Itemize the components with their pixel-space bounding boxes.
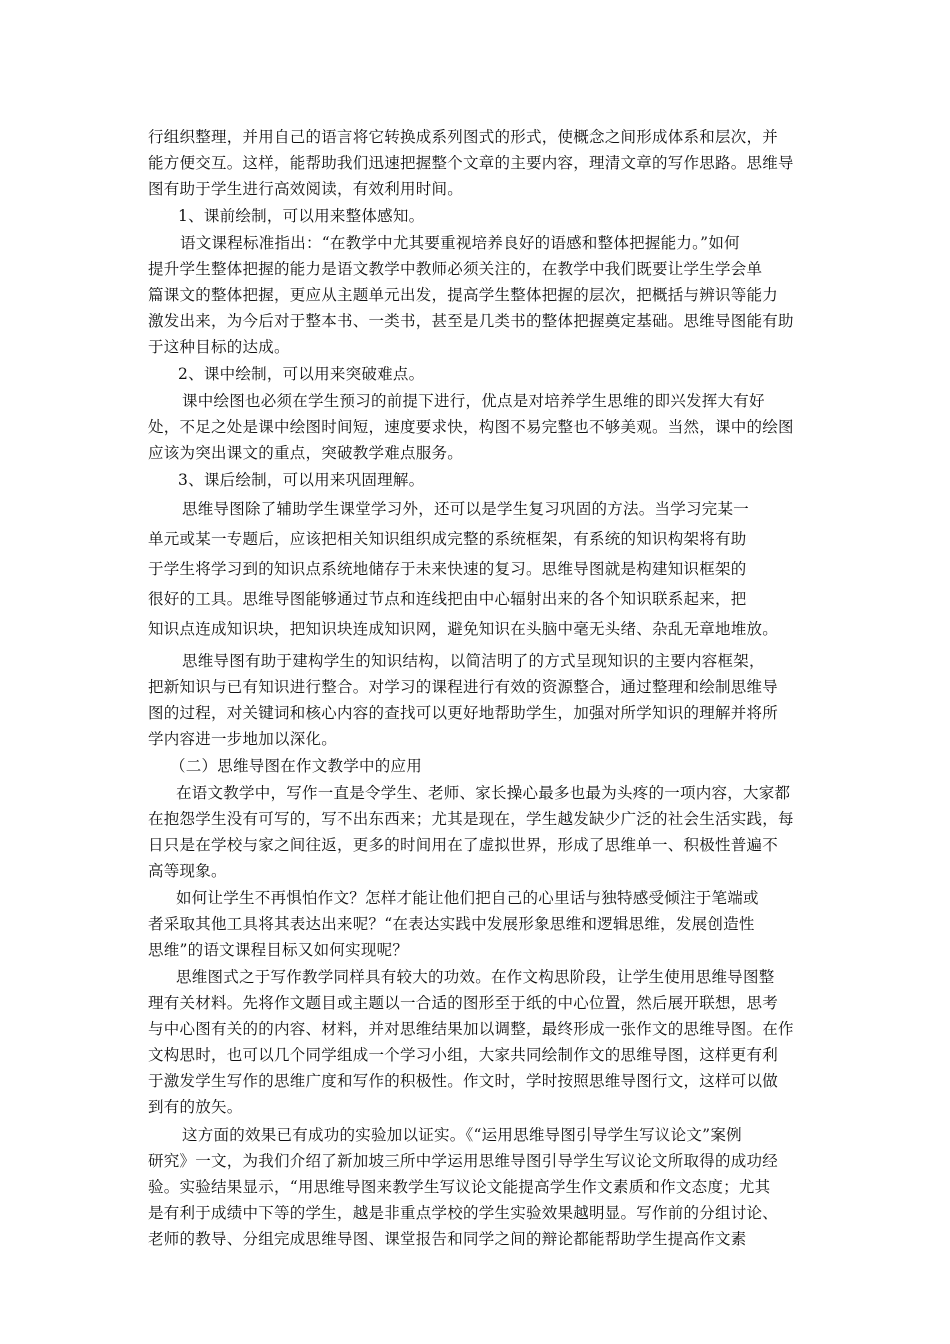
p1-line-1: 行组织整理，并用自己的语言将它转换成系列图式的形式，使概念之间形成体系和层次，并 <box>148 128 779 146</box>
p3-line-2: 处，不足之处是课中绘图时间短，速度要求快，构图不易完整也不够美观。当然，课中的绘图 <box>148 418 794 436</box>
p1-line-3: 图有助于学生进行高效阅读，有效利用时间。 <box>148 180 464 198</box>
p6-line-4: 高等现象。 <box>148 862 227 880</box>
p9-line-2: 研究》一文，为我们介绍了新加坡三所中学运用思维导图引导学生写议论文所取得的成功经 <box>148 1152 779 1170</box>
p8-line-3: 与中心图有关的的内容、材料，并对思维结果加以调整，最终形成一张作文的思维导图。在作 <box>148 1020 794 1038</box>
p5-line-3: 图的过程，对关键词和核心内容的查找可以更好地帮助学生，加强对所学知识的理解并将所 <box>148 704 779 722</box>
p2-line-3: 篇课文的整体把握，更应从主题单元出发，提高学生整体把握的层次，把概括与辨识等能力 <box>148 286 779 304</box>
p5-line-1: 思维导图有助于建构学生的知识结构，以简洁明了的方式呈现知识的主要内容框架， <box>182 652 765 670</box>
p1-line-2: 能方便交互。这样，能帮助我们迅速把握整个文章的主要内容，理清文章的写作思路。思维导 <box>148 154 794 172</box>
heading-after-class: 3、课后绘制，可以用来巩固理解。 <box>178 471 425 489</box>
heading-pre-class: 1、课前绘制，可以用来整体感知。 <box>178 207 425 225</box>
p2-line-4: 激发出来，为今后对于整本书、一类书，甚至是几类书的整体把握奠定基础。思维导图能有助 <box>148 312 794 330</box>
p8-line-2: 理有关材料。先将作文题目或主题以一合适的图形至于纸的中心位置，然后展开联想，思考 <box>148 994 779 1012</box>
p9-line-1: 这方面的效果已有成功的实验加以证实。《“运用思维导图引导学生写议论文”案例 <box>182 1126 742 1144</box>
p4-line-2: 单元或某一专题后，应该把相关知识组织成完整的系统框架，有系统的知识构架将有助 <box>148 530 747 548</box>
p4-line-3: 于学生将学习到的知识点系统地储存于未来快速的复习。思维导图就是构建知识框架的 <box>148 560 747 578</box>
section-heading-writing: （二）思维导图在作文教学中的应用 <box>170 757 423 775</box>
p8-line-4: 文构思时，也可以几个同学组成一个学习小组，大家共同绘制作文的思维导图，这样更有利 <box>148 1046 779 1064</box>
heading-in-class: 2、课中绘制，可以用来突破难点。 <box>178 365 425 383</box>
p5-line-2: 把新知识与已有知识进行整合。对学习的课程进行有效的资源整合，通过整理和绘制思维导 <box>148 678 779 696</box>
p4-line-1: 思维导图除了辅助学生课堂学习外，还可以是学生复习巩固的方法。当学习完某一 <box>182 500 750 518</box>
p2-line-2: 提升学生整体把握的能力是语文教学中教师必须关注的，在教学中我们既要让学生学会单 <box>148 260 763 278</box>
p5-line-4: 学内容进一步地加以深化。 <box>148 730 338 748</box>
p7-line-3: 思维”的语文课程目标又如何实现呢？ <box>148 941 409 959</box>
p7-line-2: 者采取其他工具将其表达出来呢？“在表达实践中发展形象思维和逻辑思维，发展创造性 <box>148 915 755 933</box>
p3-line-1: 课中绘图也必须在学生预习的前提下进行，优点是对培养学生思维的即兴发挥大有好 <box>182 392 765 410</box>
p8-line-5: 于激发学生写作的思维广度和写作的积极性。作文时，学时按照思维导图行文，这样可以做 <box>148 1072 779 1090</box>
p8-line-6: 到有的放矢。 <box>148 1098 243 1116</box>
p9-line-5: 老师的教导、分组完成思维导图、课堂报告和同学之间的辩论都能帮助学生提高作文素 <box>148 1230 747 1248</box>
p4-line-5: 知识点连成知识块，把知识块连成知识网，避免知识在头脑中毫无头绪、杂乱无章地堆放。 <box>148 620 779 638</box>
p6-line-1: 在语文教学中，写作一直是令学生、老师、家长操心最多也最为头疼的一项内容，大家都 <box>176 784 791 802</box>
p9-line-4: 是有利于成绩中下等的学生，越是非重点学校的学生实验效果越明显。写作前的分组讨论、 <box>148 1204 779 1222</box>
p2-line-5: 于这种目标的达成。 <box>148 338 290 356</box>
p8-line-1: 思维图式之于写作教学同样具有较大的功效。在作文构思阶段，让学生使用思维导图整 <box>176 968 775 986</box>
p4-line-4: 很好的工具。思维导图能够通过节点和连线把由中心辐射出来的各个知识联系起来，把 <box>148 590 747 608</box>
p6-line-2: 在抱怨学生没有可写的，写不出东西来；尤其是现在，学生越发缺少广泛的社会生活实践，每 <box>148 810 794 828</box>
p3-line-3: 应该为突出课文的重点，突破教学难点服务。 <box>148 444 464 462</box>
p6-line-3: 日只是在学校与家之间往返，更多的时间用在了虚拟世界，形成了思维单一、积极性普遍不 <box>148 836 779 854</box>
p7-line-1: 如何让学生不再惧怕作文？怎样才能让他们把自己的心里话与独特感受倾注于笔端或 <box>176 889 759 907</box>
p2-line-1: 语文课程标准指出：“在教学中尤其要重视培养良好的语感和整体把握能力。”如何 <box>180 234 740 252</box>
p9-line-3: 验。实验结果显示，“用思维导图来教学生写议论文能提高学生作文素质和作文态度；尤其 <box>148 1178 771 1196</box>
